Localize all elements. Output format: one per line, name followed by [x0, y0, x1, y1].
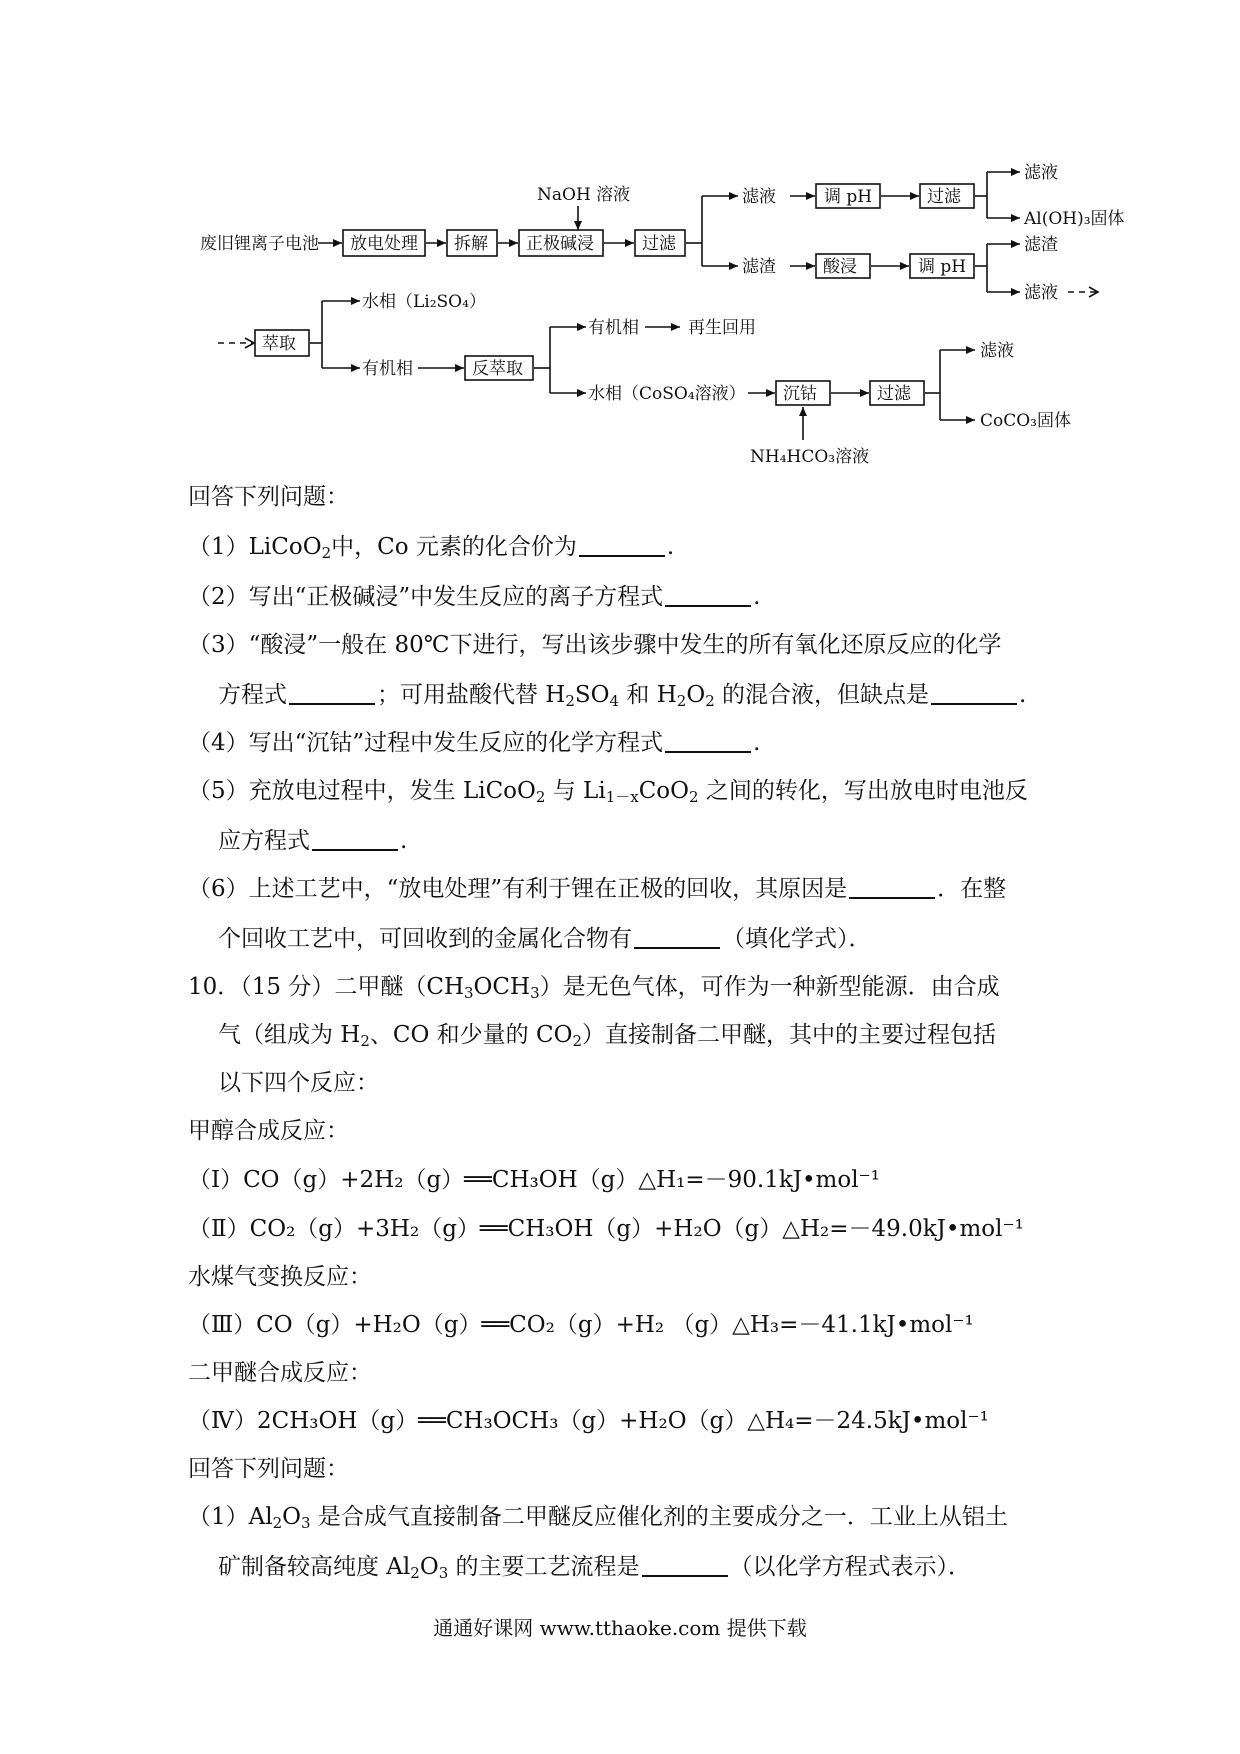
question-10-1-line1: $(1)Al_2O_3$ 是合成气直接制备二甲醚反应催化剂的主要成分之一．工业上从铝土 — [188, 1504, 1008, 1532]
question-10-line3: 以下四个反应： — [218, 1070, 379, 1096]
filtrate2-label: 滤液 — [1024, 163, 1058, 183]
filtrate1-label: 滤液 — [742, 187, 776, 207]
answer-blank[interactable] — [849, 875, 935, 899]
reaction-2: （Ⅱ）CO₂（g）+3H₂（g）══CH₃OH（g）+H₂O（g）△H₂=－49.0kJ•mol⁻¹ — [188, 1216, 1024, 1242]
answer-intro: 回答下列问题： — [188, 484, 349, 510]
organic1-label: 有机相 — [362, 359, 413, 379]
residue2-label: 滤渣 — [1024, 235, 1058, 255]
answer-blank[interactable] — [931, 681, 1017, 705]
acid-leach-label: 酸浸 — [823, 257, 857, 277]
aqueous-co-label: 水相（CoSO₄溶液） — [588, 384, 746, 404]
filter3-label: 过滤 — [877, 384, 911, 404]
question-5-line2: 应方程式 . — [218, 828, 408, 854]
organic2-label: 有机相 — [588, 318, 639, 338]
flowchart-svg — [0, 0, 1240, 480]
residue1-label: 滤渣 — [742, 257, 776, 277]
process-flowchart — [0, 0, 1240, 480]
answer-blank[interactable] — [665, 729, 751, 753]
answer-blank[interactable] — [289, 681, 375, 705]
methanol-title: 甲醇合成反应： — [188, 1118, 349, 1144]
question-10-line2: 气（组成为 $H_2$、CO 和少量的 $CO_2$）直接制备二甲醚，其中的主要过程包括 — [218, 1022, 996, 1050]
answer-blank[interactable] — [634, 925, 720, 949]
filter2-label: 过滤 — [927, 187, 961, 207]
adjust-ph2-label: 调 pH — [918, 257, 967, 277]
answer-blank[interactable] — [579, 533, 665, 557]
question-3-line1: （3）“酸浸”一般在 80℃下进行，写出该步骤中发生的所有氧化还原反应的化学 — [188, 632, 1002, 658]
reaction-1: （Ⅰ）CO（g）+2H₂（g）══CH₃OH（g）△H₁=－90.1kJ•mol⁻¹ — [188, 1167, 880, 1193]
extract-label: 萃取 — [262, 334, 296, 354]
answer-blank[interactable] — [665, 583, 751, 607]
coco3-label: CoCO₃固体 — [980, 411, 1072, 431]
reaction-3: （Ⅲ）CO（g）+H₂O（g）══CO₂（g）+H₂ （g）△H₃=－41.1kJ•mol⁻¹ — [188, 1312, 974, 1338]
water-gas-title: 水煤气变换反应： — [188, 1264, 372, 1290]
question-6-line1: （6）上述工艺中，“放电处理”有利于锂在正极的回收，其原因是 ．在整 — [188, 876, 1007, 902]
discharge-label: 放电处理 — [350, 234, 418, 254]
page-footer: 通通好课网 www.tthaoke.com 提供下载 — [433, 1616, 807, 1640]
question-10-line1: 10．（15 分）二甲醚$(CH_3OCH_3)$是无色气体，可作为一种新型能源．由合成 — [188, 974, 1000, 1002]
filter1-label: 过滤 — [642, 234, 676, 254]
dme-title: 二甲醚合成反应： — [188, 1360, 372, 1386]
filtrate4-label: 滤液 — [980, 341, 1014, 361]
aqueous-li-label: 水相（Li₂SO₄） — [362, 292, 486, 312]
question-10-1-line2: 矿制备较高纯度 $Al_2O_3$ 的主要工艺流程是 （以化学方程式表示）． — [218, 1554, 972, 1582]
question-2: （2）写出“正极碱浸”中发生反应的离子方程式 . — [188, 584, 761, 610]
start-label: 废旧锂离子电池 — [200, 234, 319, 254]
nh4hco3-label: NH₄HCO₃溶液 — [750, 447, 870, 467]
recycle-label: 再生回用 — [688, 318, 756, 338]
back-extract-label: 反萃取 — [472, 359, 523, 379]
question-4: （4）写出“沉钴”过程中发生反应的化学方程式 . — [188, 730, 761, 756]
answer-intro-2: 回答下列问题： — [188, 1456, 349, 1482]
naoh-label: NaOH 溶液 — [537, 185, 631, 205]
answer-blank[interactable] — [642, 1553, 728, 1577]
reaction-4: （Ⅳ）2CH₃OH（g）══CH₃OCH₃（g）+H₂O（g）△H₄=－24.5kJ•mol⁻¹ — [188, 1408, 989, 1434]
question-3-line2: 方程式 ；可用盐酸代替 $H_2SO_4$ 和 $H_2O_2$ 的混合液，但缺点是 . — [218, 682, 1027, 710]
answer-blank[interactable] — [312, 827, 398, 851]
precip-co-label: 沉钴 — [783, 384, 817, 404]
aloh3-label: Al(OH)₃固体 — [1024, 209, 1125, 229]
filtrate3-label: 滤液 — [1024, 283, 1058, 303]
adjust-ph1-label: 调 pH — [824, 187, 873, 207]
question-1: （1）LiCoO$_2$中，Co 元素的化合价为 . — [188, 534, 675, 562]
question-5-line1: （5）充放电过程中，发生 LiCoO$_2$ 与 $Li_{1-x}CoO_2$ 之间的转化，写出放电时电池反 — [188, 778, 1028, 806]
dismantle-label: 拆解 — [454, 234, 488, 254]
question-6-line2: 个回收工艺中，可回收到的金属化合物有 （填化学式）． — [218, 926, 872, 952]
alkali-leach-label: 正极碱浸 — [526, 234, 594, 254]
